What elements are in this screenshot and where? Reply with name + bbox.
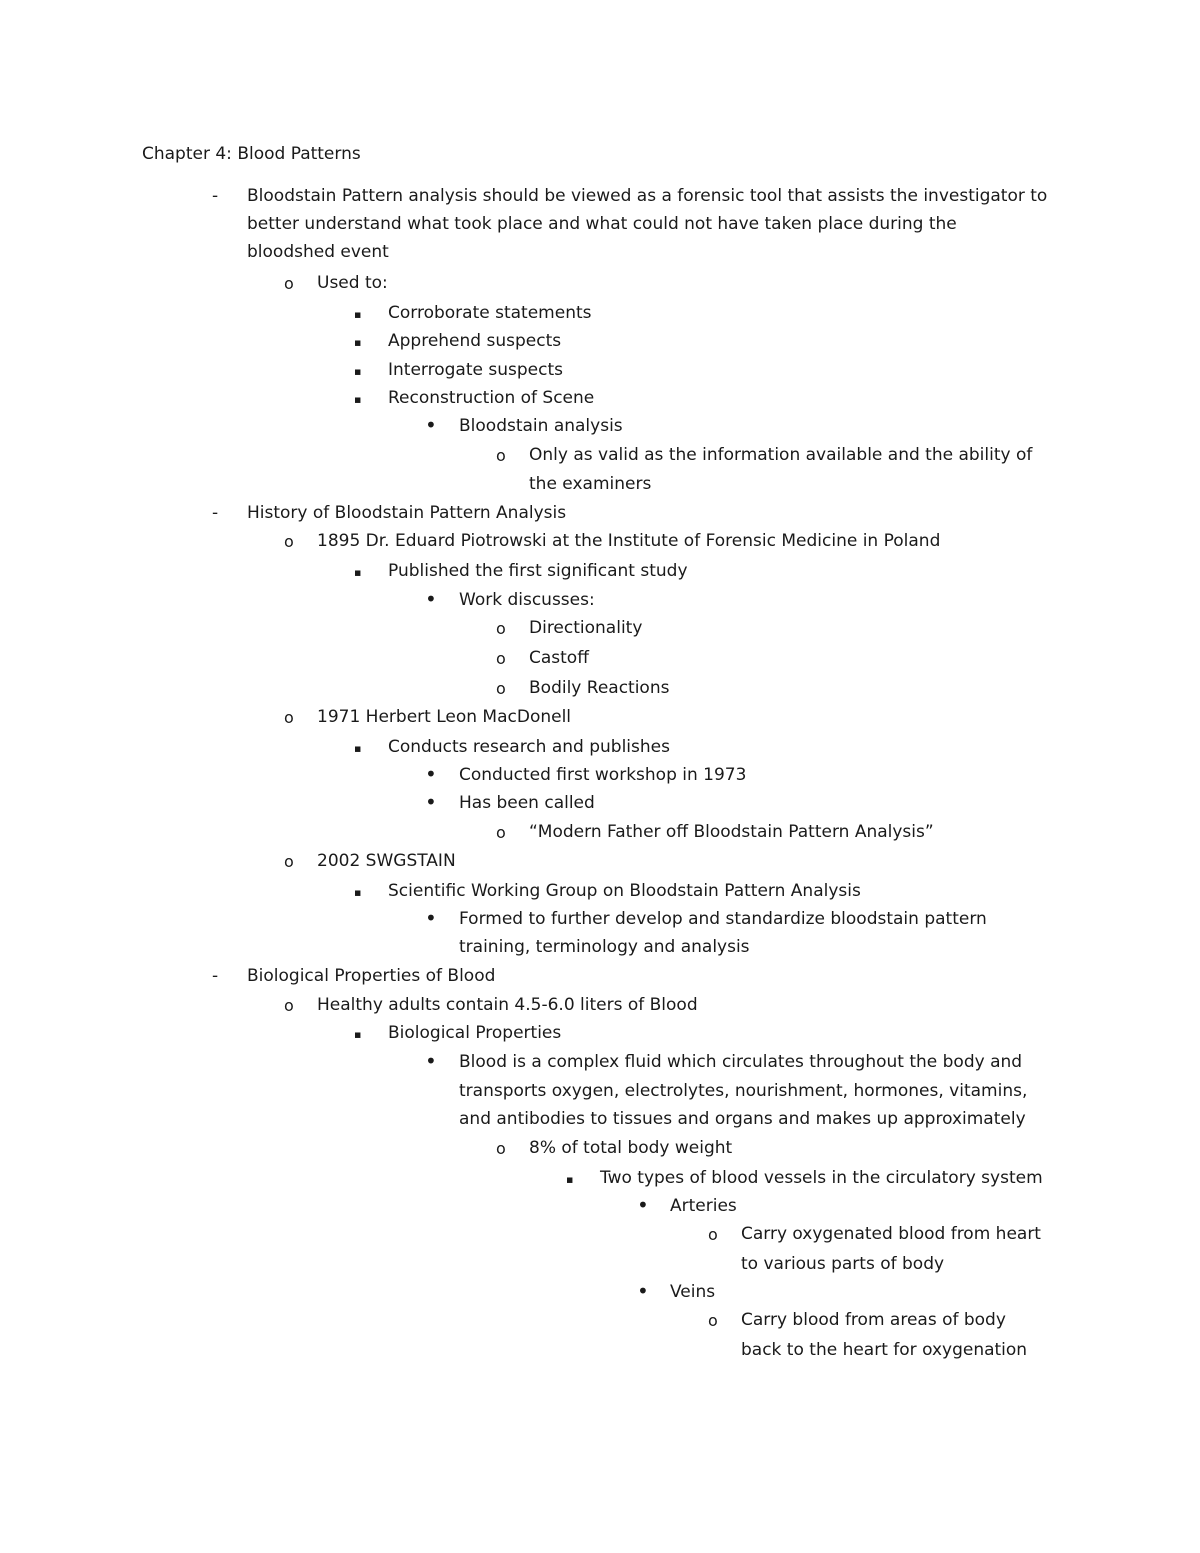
list-marker: ▪ [354, 1028, 362, 1041]
list-marker: ▪ [354, 393, 362, 406]
list-marker: • [425, 762, 437, 786]
list-item-text: Bloodstain Pattern analysis should be viewed as a forensic tool that assists the investigator to [247, 186, 1048, 206]
list-item-text: bloodshed event [247, 242, 389, 262]
list-item-text: Healthy adults contain 4.5-6.0 liters of Blood [317, 995, 698, 1015]
list-marker: - [212, 503, 219, 523]
list-item-text: Bloodstain analysis [459, 416, 623, 436]
list-item-text: Interrogate suspects [388, 360, 563, 380]
list-item-text: Blood is a complex fluid which circulates throughout the body and [459, 1052, 1023, 1072]
list-item-text: 2002 SWGSTAIN [317, 851, 456, 871]
list-item-text: Used to: [317, 273, 388, 293]
list-marker: o [284, 708, 294, 727]
list-marker: ▪ [566, 1173, 574, 1186]
list-marker: • [425, 790, 437, 814]
list-item-text: to various parts of body [741, 1253, 945, 1274]
list-marker: o [708, 1225, 718, 1244]
list-marker: ▪ [354, 336, 362, 349]
list-item-text: History of Bloodstain Pattern Analysis [247, 503, 567, 523]
list-marker: ▪ [354, 365, 362, 378]
list-marker: o [496, 1139, 506, 1158]
list-item-text: Two types of blood vessels in the circulatory system [600, 1168, 1043, 1188]
list-item-text: Directionality [529, 618, 643, 638]
list-item-text: 1971 Herbert Leon MacDonell [317, 707, 572, 727]
list-marker: • [425, 906, 437, 930]
list-item-text: Only as valid as the information available and the ability of [529, 445, 1033, 465]
list-marker: - [212, 186, 219, 206]
list-item-text: and antibodies to tissues and organs and makes up approximately [459, 1109, 1026, 1129]
list-marker: o [284, 852, 294, 871]
list-item-text: Biological Properties of Blood [247, 966, 496, 986]
list-marker: o [284, 532, 294, 551]
list-item-text: Has been called [459, 793, 595, 813]
list-item-text: Carry blood from areas of body [741, 1310, 1006, 1330]
list-item-text: Conducted first workshop in 1973 [459, 765, 747, 785]
list-item-text: 1895 Dr. Eduard Piotrowski at the Institute of Forensic Medicine in Poland [317, 531, 941, 551]
list-marker: - [212, 966, 219, 986]
list-item-text: Bodily Reactions [529, 678, 670, 698]
list-item-text: Reconstruction of Scene [388, 388, 595, 408]
list-item-text: Veins [670, 1282, 716, 1302]
list-item-text: Biological Properties [388, 1023, 562, 1043]
list-item-text: Carry oxygenated blood from heart [741, 1224, 1041, 1244]
list-item-text: transports oxygen, electrolytes, nourishment, hormones, vitamins, [459, 1080, 1028, 1101]
list-marker: • [637, 1193, 649, 1217]
page-title: Chapter 4: Blood Patterns [142, 144, 361, 164]
list-marker: ▪ [354, 742, 362, 755]
list-marker: o [284, 274, 294, 293]
list-marker: o [496, 823, 506, 842]
list-item-text: Formed to further develop and standardize bloodstain pattern [459, 909, 987, 929]
list-marker: o [496, 446, 506, 465]
list-item-text: Corroborate statements [388, 303, 592, 323]
list-item-text: 8% of total body weight [529, 1138, 733, 1158]
list-item-text: “Modern Father off Bloodstain Pattern Analysis” [529, 822, 934, 842]
list-item-text: the examiners [529, 474, 652, 494]
list-item-text: Scientific Working Group on Bloodstain Pattern Analysis [388, 881, 861, 901]
list-item-text: Castoff [529, 648, 589, 668]
list-marker: ▪ [354, 886, 362, 899]
list-marker: ▪ [354, 308, 362, 321]
list-marker: • [637, 1279, 649, 1303]
list-marker: o [284, 996, 294, 1015]
list-marker: • [425, 587, 437, 611]
list-marker: o [496, 679, 506, 698]
list-item-text: Published the first significant study [388, 561, 688, 581]
list-marker: o [496, 649, 506, 668]
list-marker: • [425, 413, 437, 437]
list-marker: ▪ [354, 566, 362, 579]
list-item-text: Conducts research and publishes [388, 737, 670, 757]
list-marker: o [708, 1311, 718, 1330]
list-marker: o [496, 619, 506, 638]
list-item-text: back to the heart for oxygenation [741, 1339, 1028, 1360]
list-item-text: Arteries [670, 1196, 737, 1216]
list-item-text: Apprehend suspects [388, 331, 562, 351]
list-item-text: training, terminology and analysis [459, 937, 750, 957]
list-marker: • [425, 1049, 437, 1073]
list-item-text: better understand what took place and what could not have taken place during the [247, 214, 957, 234]
list-item-text: Work discusses: [459, 590, 595, 610]
